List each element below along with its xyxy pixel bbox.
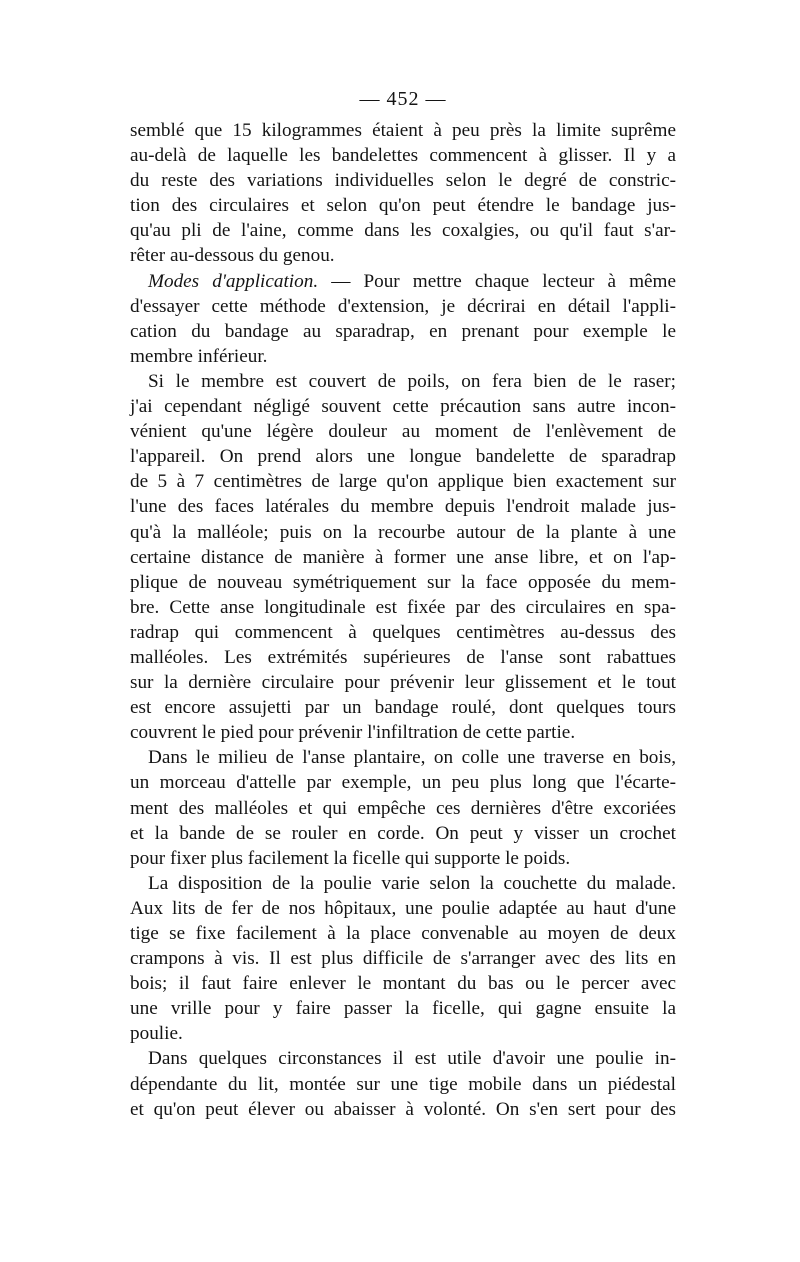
text-line: dépendante du lit, montée sur une tige mobile dans un piédestal — [130, 1073, 676, 1095]
text-line: un morceau d'attelle par exemple, un peu plus long que l'écarte- — [130, 772, 676, 794]
text-line: d'essayer cette méthode d'extension, je décrirai en détail l'appli- — [130, 295, 676, 317]
text-line: semblé que 15 kilogrammes étaient à peu près la limite suprême — [130, 120, 676, 141]
text-line: au-delà de laquelle les bandelettes commencent à glisser. Il y a — [130, 145, 676, 167]
text-line: radrap qui commencent à quelques centimètres au-dessus des — [130, 621, 676, 643]
text-line: qu'à la malléole; puis on la recourbe autour de la plante à une — [130, 521, 676, 543]
text-line: tion des circulaires et selon qu'on peut étendre le bandage jus- — [130, 195, 676, 217]
paragraph — [130, 745, 676, 870]
text-line: La disposition de la poulie varie selon la couchette du malade. — [148, 872, 676, 894]
text-line: malléoles. Les extrémités supérieures de l'anse sont rabattues — [130, 646, 676, 668]
text-line: de 5 à 7 centimètres de large qu'on applique bien exactement sur — [130, 471, 676, 493]
text-line: qu'au pli de l'aine, comme dans les coxalgies, ou qu'il faut s'ar- — [130, 220, 676, 242]
text-line: et la bande de se rouler en corde. On peut y visser un crochet — [130, 822, 676, 844]
section-heading: Modes d'application. — [148, 270, 319, 292]
text-line: membre inférieur. — [130, 345, 268, 367]
paragraph — [130, 269, 676, 369]
text-line: j'ai cependant négligé souvent cette précaution sans autre incon- — [130, 396, 676, 418]
text-line: tige se fixe facilement à la place convenable au moyen de deux — [130, 923, 676, 944]
text-line: est encore assujetti par un bandage roulé, dont quelques tours — [130, 697, 676, 719]
text-line: du reste des variations individuelles selon le degré de constric- — [130, 170, 676, 192]
text-line: cation du bandage au sparadrap, en prenant pour exemple le — [130, 320, 676, 342]
text-line: bois; il faut faire enlever le montant du bas ou le percer avec — [130, 973, 676, 995]
paragraph — [130, 871, 676, 1047]
text-line: Si le membre est couvert de poils, on fera bien de le raser; — [148, 370, 676, 392]
text-line: l'une des faces latérales du membre depuis l'endroit malade jus- — [130, 496, 676, 518]
paragraph — [130, 118, 676, 269]
paragraph — [130, 369, 676, 745]
text-line: une vrille pour y faire passer la ficelle, qui gagne ensuite la — [130, 998, 676, 1020]
text-line: sur la dernière circulaire pour prévenir leur glissement et le tout — [130, 672, 676, 694]
text-line: Dans le milieu de l'anse plantaire, on colle une traverse en bois, — [148, 747, 676, 769]
heading-line-rest: — Pour mettre chaque lecteur à même — [318, 270, 676, 292]
text-line: Dans quelques circonstances il est utile d'avoir une poulie in- — [148, 1048, 676, 1070]
text-line: ment des malléoles et qui empêche ces dernières d'être excoriées — [130, 797, 676, 819]
text-line: couvrent le pied pour prévenir l'infiltration de cette partie. — [130, 722, 576, 744]
text-line — [130, 269, 676, 294]
book-page — [130, 86, 676, 1122]
text-line: plique de nouveau symétriquement sur la face opposée du mem- — [130, 571, 676, 593]
text-line: l'appareil. On prend alors une longue bandelette de sparadrap — [130, 446, 676, 468]
text-line: crampons à vis. Il est plus difficile de s'arranger avec des lits en — [130, 948, 676, 970]
paragraph — [130, 1046, 676, 1121]
text-line: bre. Cette anse longitudinale est fixée par des circulaires en spa- — [130, 596, 676, 618]
text-line: poulie. — [130, 1023, 183, 1045]
page-number: — 452 — — [359, 88, 447, 110]
text-line: vénient qu'une légère douleur au moment de l'enlèvement de — [130, 421, 676, 443]
text-line: certaine distance de manière à former une anse libre, et on l'ap- — [130, 546, 676, 568]
text-line: pour fixer plus facilement la ficelle qui supporte le poids. — [130, 847, 571, 869]
text-line: rêter au-dessous du genou. — [130, 245, 335, 267]
text-line: et qu'on peut élever ou abaisser à volonté. On s'en sert pour des — [130, 1098, 676, 1120]
text-line: Aux lits de fer de nos hôpitaux, une poulie adaptée au haut d'une — [130, 897, 676, 919]
